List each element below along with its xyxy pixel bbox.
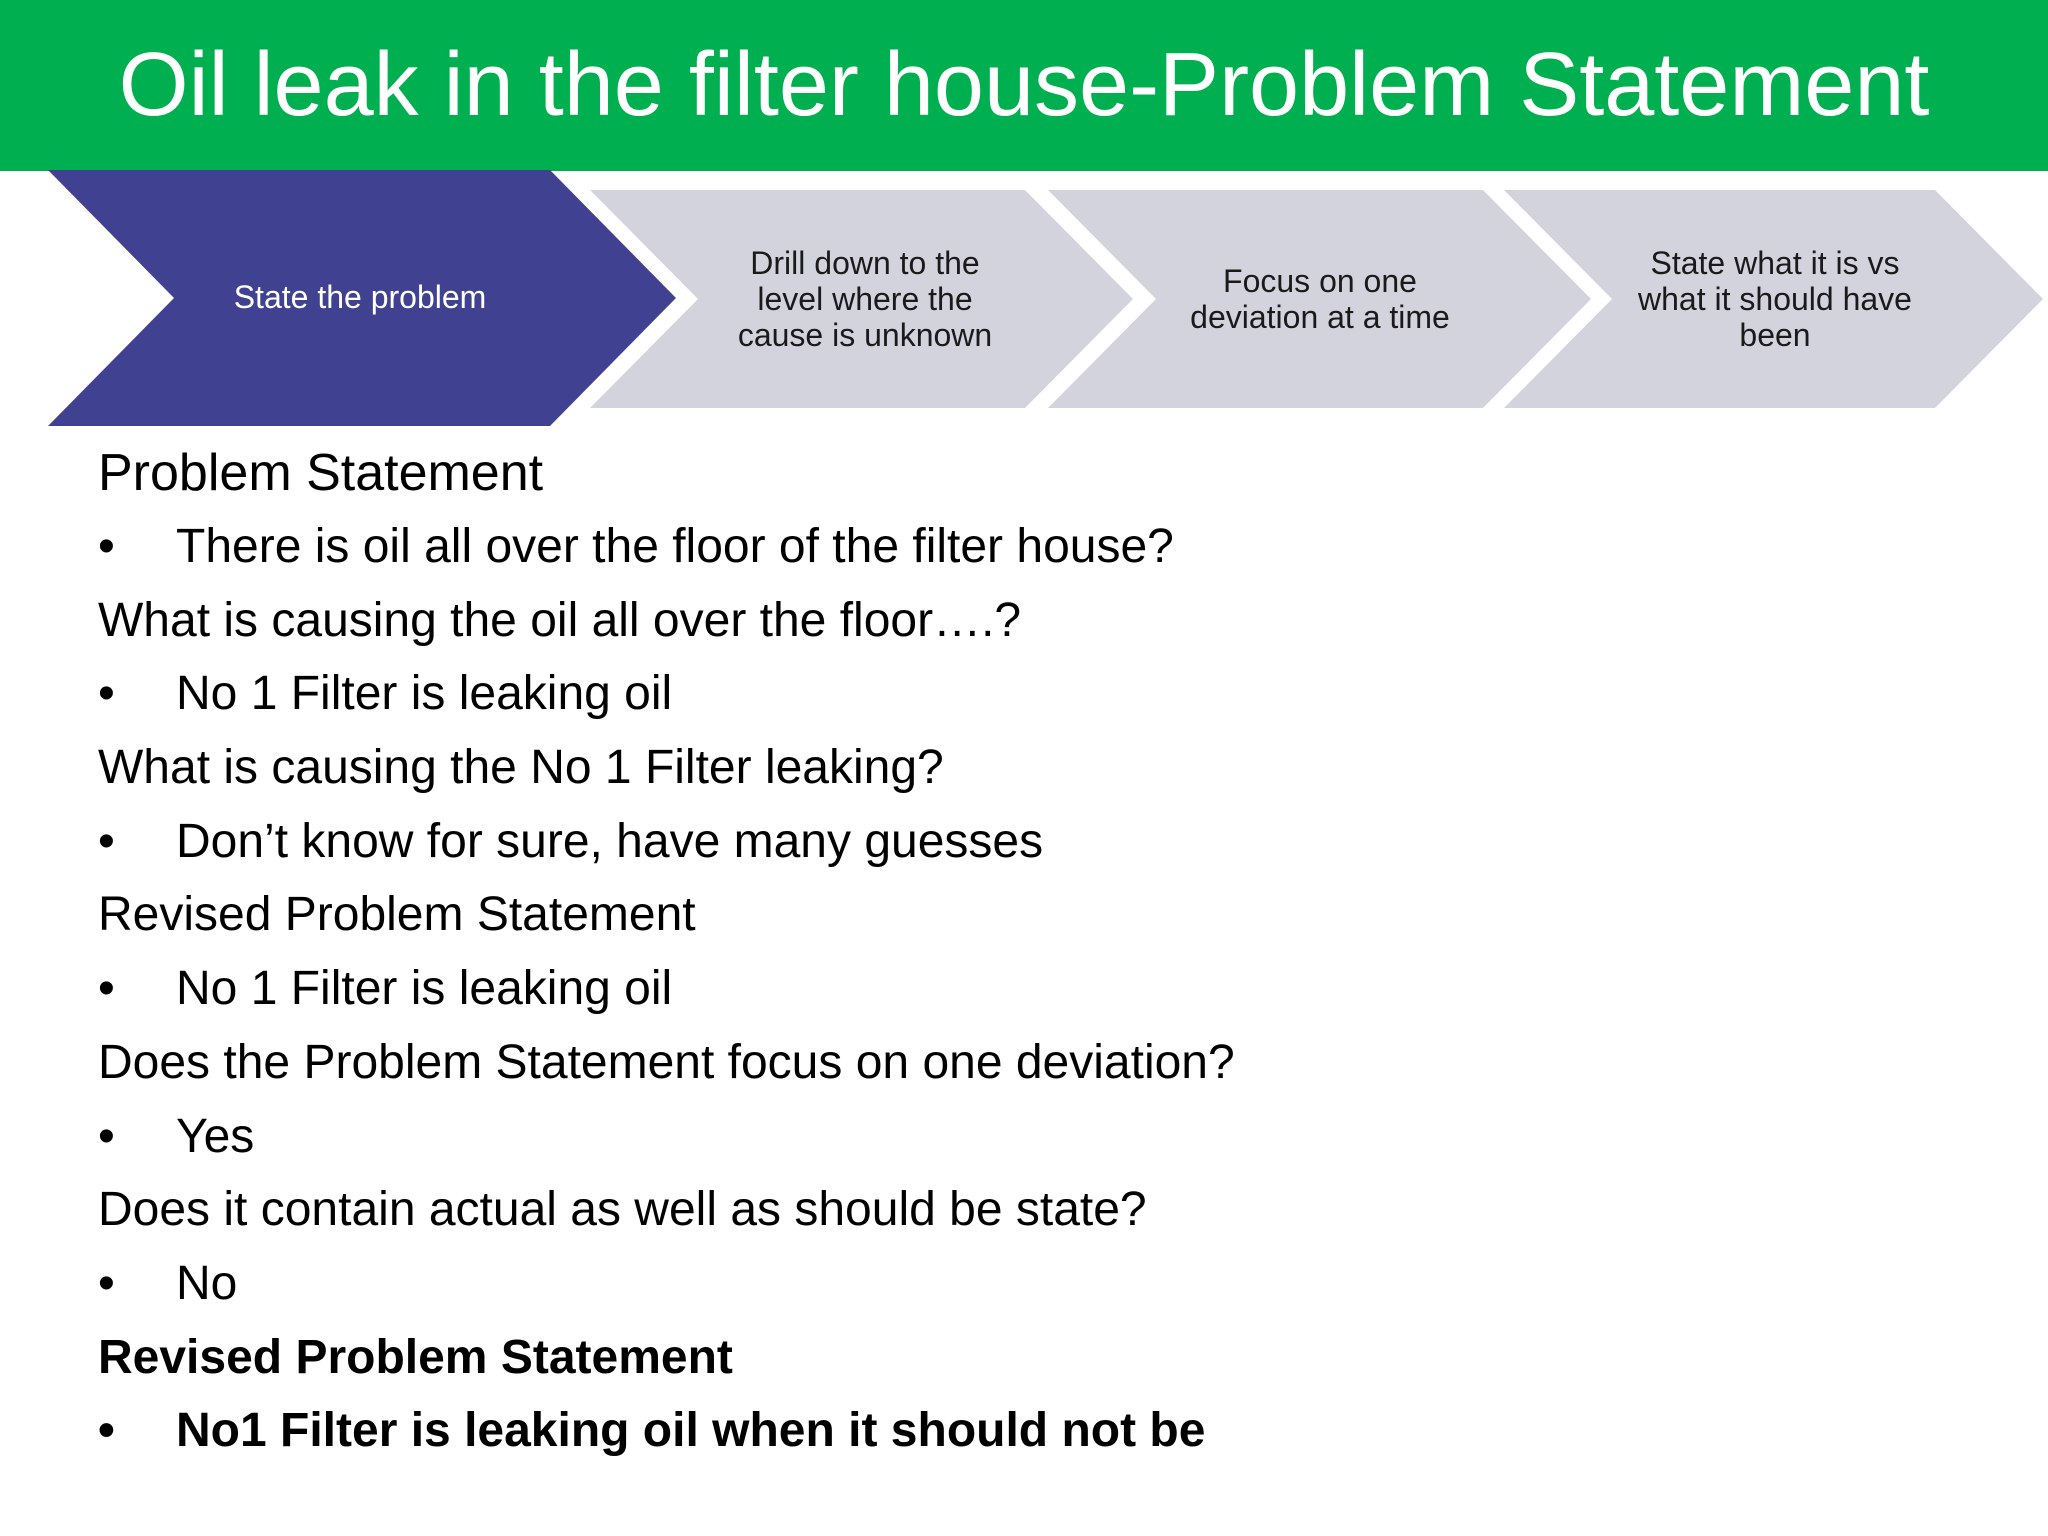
question-line: Does the Problem Statement focus on one deviation?: [98, 1035, 1235, 1089]
process-step-4-line-1: State what it is vs: [1650, 245, 1900, 281]
bullet-glyph: •: [98, 520, 115, 573]
bullet-glyph: •: [98, 814, 115, 868]
process-step-4-line-2: what it should have: [1638, 281, 1912, 317]
process-step-2-line-2: level where the: [757, 281, 973, 317]
bullet-item: [98, 805, 1898, 879]
bullet-glyph: •: [98, 1256, 115, 1310]
bullet-item: [98, 1100, 1898, 1174]
final-bullet-item: [98, 1394, 1898, 1468]
bullet-glyph: •: [98, 1404, 115, 1458]
bullet-text: No1 Filter is leaking oil when it should not be: [176, 1404, 1206, 1458]
process-step-3-line-2: deviation at a time: [1190, 299, 1450, 335]
question-line: What is causing the No 1 Filter leaking?: [98, 741, 944, 795]
question-line: Does it contain actual as well as should be state?: [98, 1183, 1147, 1237]
bullet-glyph: •: [98, 962, 115, 1016]
bullet-text: No 1 Filter is leaking oil: [176, 667, 673, 721]
bullet-item: [98, 657, 1898, 731]
slide-title: Oil leak in the filter house-Problem Statement: [118, 35, 1930, 135]
bullet-glyph: •: [98, 1109, 115, 1163]
bullet-text: There is oil all over the floor of the filter house?: [176, 520, 1174, 573]
bullet-text: Yes: [176, 1109, 255, 1163]
process-step-1-line-1: State the problem: [233, 279, 487, 315]
bullet-text: No: [176, 1256, 238, 1310]
bullet-text: No 1 Filter is leaking oil: [176, 962, 673, 1016]
process-step-3-label: [1160, 190, 1480, 408]
process-step-2-line-1: Drill down to the: [750, 245, 980, 281]
bullet-item: [98, 510, 1898, 584]
final-subheading-line: Revised Problem Statement: [98, 1330, 733, 1384]
question-line: What is causing the oil all over the floor….?: [98, 593, 1022, 647]
process-step-4-line-3: been: [1739, 317, 1811, 353]
process-step-2-line-3: cause is unknown: [737, 317, 993, 353]
body-heading: Problem Statement: [98, 444, 544, 502]
subheading-line: Revised Problem Statement: [98, 888, 696, 942]
process-step-3-line-1: Focus on one: [1223, 263, 1417, 299]
bullet-item: [98, 952, 1898, 1026]
process-step-2-label: [700, 190, 1030, 408]
process-step-4-label: [1610, 190, 1940, 408]
bullet-text: Don’t know for sure, have many guesses: [176, 814, 1044, 868]
slide-body: [98, 436, 1898, 1468]
process-step-1-label: [170, 168, 550, 426]
bullet-item: [98, 1247, 1898, 1321]
bullet-glyph: •: [98, 667, 115, 721]
